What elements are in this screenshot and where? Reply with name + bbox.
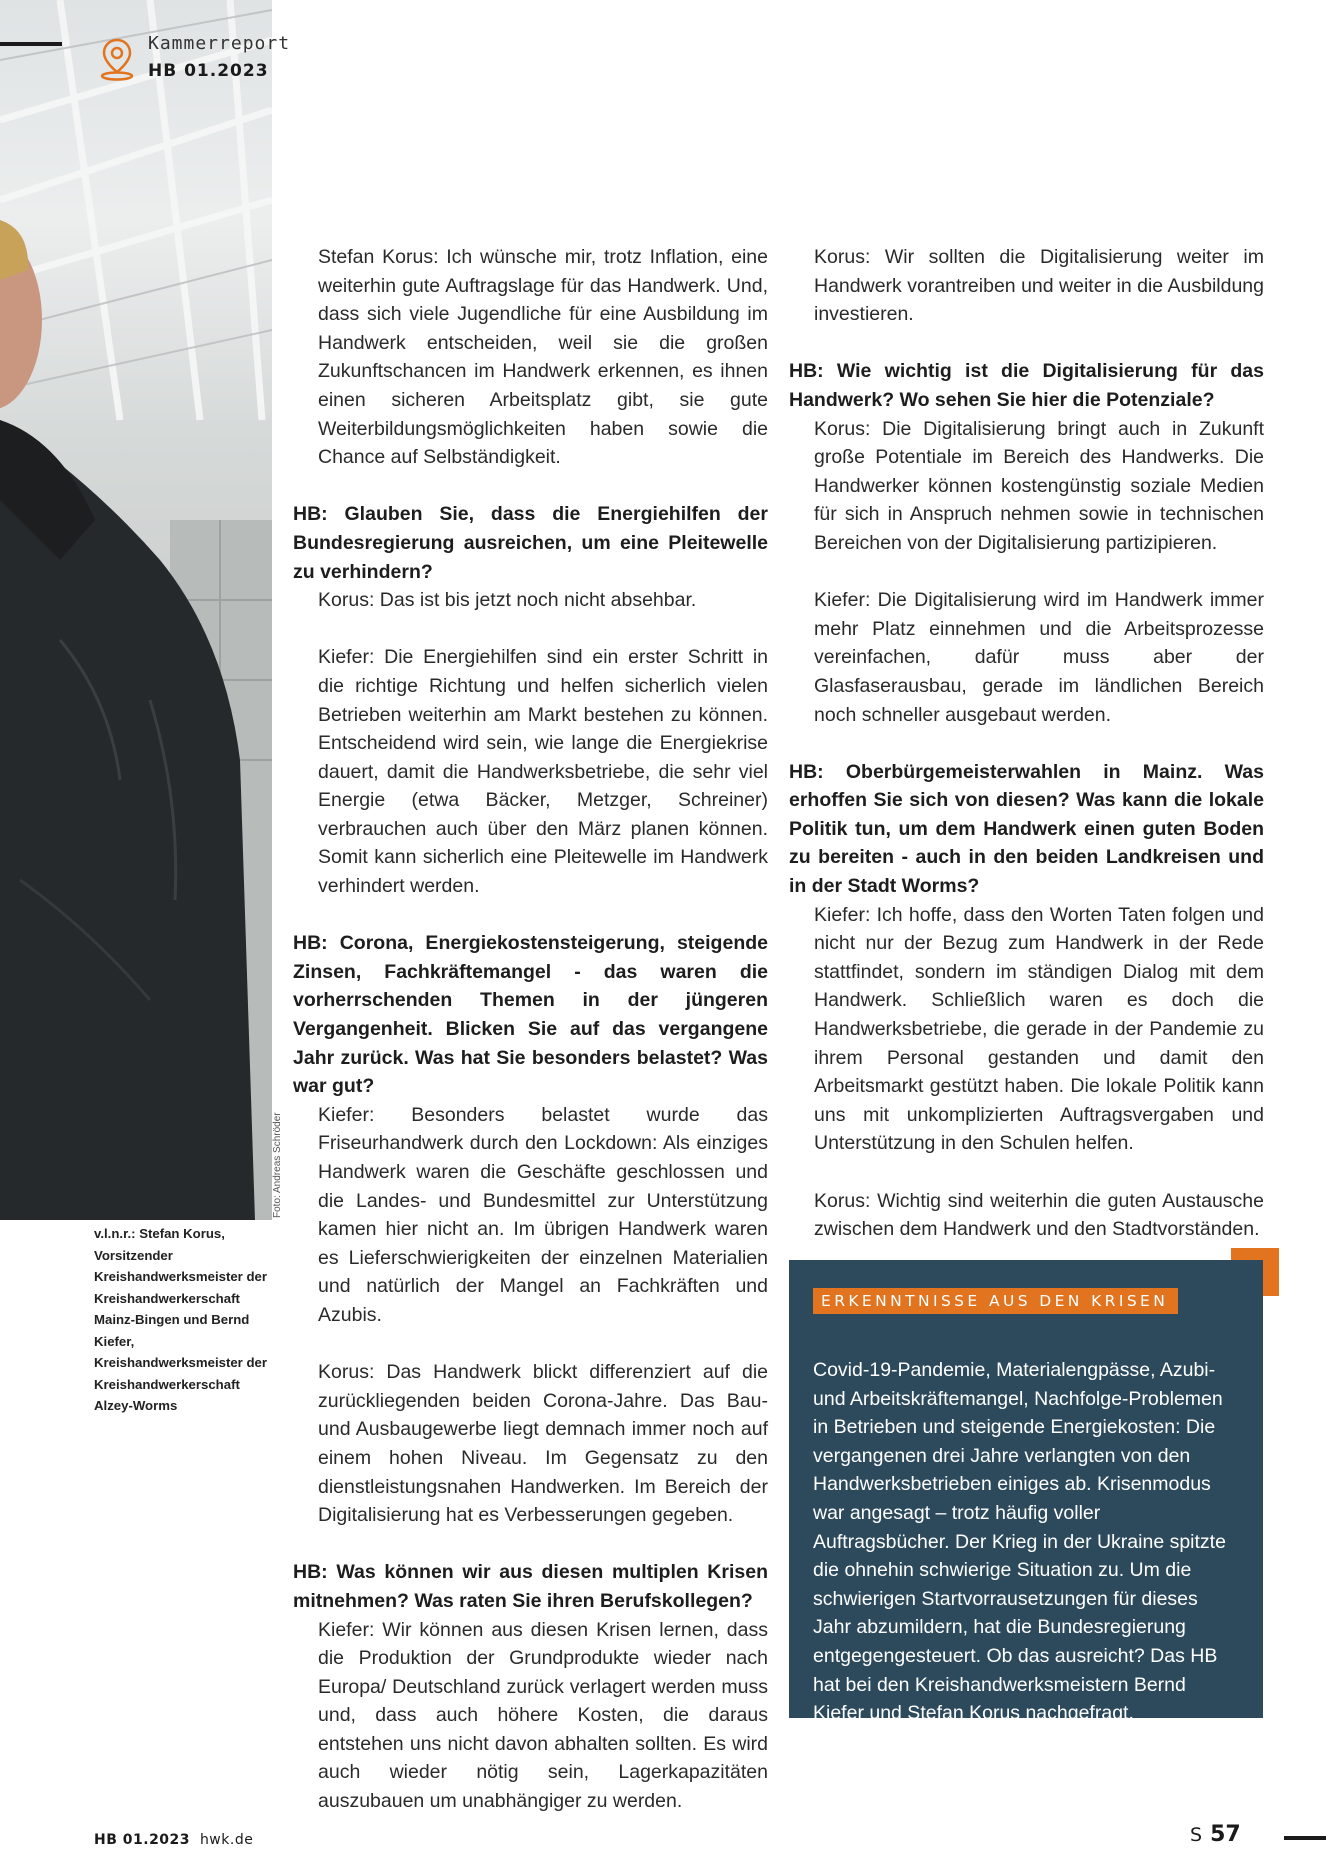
answer-paragraph: Korus: Wichtig sind weiterhin die guten Austausche zwischen dem Handwerk und den Stadtvorständen. [814, 1189, 1264, 1241]
footer-publication [94, 1832, 253, 1848]
photo-caption: v.l.n.r.: Stefan Korus, Vorsitzender Kreishandwerksmeister der Kreishandwerkerschaft Mainz-Bingen und Bernd Kiefer, Kreishandwerksmeister der Kreishandwerkerschaft Alzey-Worms [94, 1226, 267, 1413]
top-rule [0, 42, 62, 46]
question-heading: HB: Was können wir aus diesen multiplen Krisen mitnehmen? Was raten Sie ihren Berufskollegen? [293, 1561, 768, 1612]
answer-paragraph: Korus: Das ist bis jetzt noch nicht absehbar. [318, 589, 697, 612]
issue-label: HB 01.2023 [148, 61, 269, 81]
page-prefix: S [1190, 1824, 1203, 1846]
answer-paragraph: Kiefer: Die Digitalisierung wird im Handwerk immer mehr Platz einnehmen und die Arbeitsprozesse vereinfachen, dafür muss aber der Glasfaserausbau, gerade im ländlichen Bereich noch schneller ausgebaut werden. [814, 589, 1264, 726]
answer-paragraph: Kiefer: Die Energiehilfen sind ein erster Schritt in die richtige Richtung und helfen sicherlich vielen Betrieben weiterhin am Markt bestehen zu können. Entscheidend wird sein, wie lange die Energiekrise dauert, damit die Handwerksbetriebe, die sehr viel Energie (etwa Bäcker, Metzger, Schreiner) verbrauchen auch über den März planen können. Somit kann sicherlich eine Pleitewelle im Handwerk verhindert werden. [318, 646, 768, 898]
question-heading: HB: Corona, Energiekostensteigerung, steigende Zinsen, Fachkräftemangel - das waren die vorherrschenden Themen in der jüngeren Vergangenheit. Blicken Sie auf das vergangene Jahr zurück. Was hat Sie besonders belastet? Was war gut? [293, 932, 768, 1098]
answer-paragraph: Stefan Korus: Ich wünsche mir, trotz Inflation, eine weiterhin gute Auftragslage für das Handwerk. Und, dass sich viele Jugendliche für eine Ausbildung im Handwerk entscheiden, weil sie die großen Zukunftschancen im Handwerk erkennen, es ihnen einen sicheren Arbeitsplatz gibt, sie gute Weiterbildungsmöglichkeiten haben sowie die Chance auf Selbständigkeit. [318, 246, 768, 469]
interview-photo [0, 0, 272, 1220]
answer-paragraph: Kiefer: Wir können aus diesen Krisen lernen, dass die Produktion der Grundprodukte wieder nach Europa/ Deutschland zurück verlagert werden muss und, dass auch höhere Kosten, die daraus entstehen uns nicht davon abhalten sollten. Es wird auch wieder nötig sein, Lagerkapazitäten auszubauen um unabhängiger zu werden. [318, 1618, 768, 1813]
footer-site: hwk.de [199, 1832, 254, 1848]
answer-paragraph: Kiefer: Besonders belastet wurde das Friseurhandwerk durch den Lockdown: Als einziges Handwerk waren die Geschäfte geschlossen und die Landes- und Bundesmittel zur Unterstützung kamen hier nicht an. Im übrigen Handwerk waren es Lieferschwierigkeiten der einzelnen Materialien und natürlich der Mangel an Fachkräften und Azubis. [318, 1103, 768, 1326]
page-number [1190, 1822, 1241, 1847]
page-number-value: 57 [1210, 1822, 1241, 1847]
answer-paragraph: Korus: Das Handwerk blickt differenziert auf die zurückliegenden beiden Corona-Jahre. Das Bau- und Ausbaugewerbe liegt demnach immer noch auf einem hohen Niveau. Im Gegensatz zu den dienstleistungsnahen Handwerken. Im Bereich der Digitalisierung hat es Verbesserungen gegeben. [318, 1361, 768, 1527]
info-box-text: Covid-19-Pandemie, Materialengpässe, Azubi- und Arbeitskräftemangel, Nachfolge-Problemen in Betrieben und steigende Energiekosten: Die vergangenen drei Jahre verlangten von den Handwerksbetrieben einiges ab. Krisenmodus war angesagt – trotz häufig voller Auftragsbücher. Der Krieg in der Ukraine spitzte die ohnehin schwierige Situation zu. Um die schwierigen Startvorrausetzungen für dieses Jahr abzumildern, hat die Bundesregierung entgegengesteuert. Ob das ausreicht? Das HB hat bei den Kreishandwerksmeistern Bernd Kiefer und Stefan Korus nachgefragt. [813, 1359, 1226, 1725]
answer-paragraph: Kiefer: Ich hoffe, dass den Worten Taten folgen und nicht nur der Bezug zum Handwerk in der Rede stattfindet, sondern im ständigen Dialog mit dem Handwerk. Schließlich waren es doch die Handwerksbetriebe, die gerade in der Pandemie zu ihrem Personal gestanden und damit den Arbeitsmarkt gestützt haben. Die lokale Politik kann uns mit unkomplizierten Auftragsvergaben und Unterstützung in den Schulen helfen. [814, 903, 1264, 1155]
info-box-title: ERKENNTNISSE AUS DEN KRISEN [813, 1288, 1178, 1314]
section-label: Kammerreport [148, 33, 291, 54]
location-pin-icon [96, 36, 138, 82]
question-heading: HB: Glauben Sie, dass die Energiehilfen der Bundesregierung ausreichen, um eine Pleitewelle zu verhindern? [293, 503, 768, 583]
info-box [789, 1260, 1263, 1725]
question-heading: HB: Oberbürgemeisterwahlen in Mainz. Was erhoffen Sie sich von diesen? Was kann die lokale Politik tun, um dem Handwerk einen guten Boden zu bereiten - auch in den beiden Landkreisen und in der Stadt Worms? [789, 760, 1264, 898]
bottom-rule [1284, 1836, 1326, 1840]
footer-issue: HB 01.2023 [94, 1832, 191, 1848]
photo-credit: Foto: Andreas Schröder [272, 1112, 283, 1218]
article-column-left [293, 243, 768, 1816]
article-column-right [789, 243, 1264, 1244]
question-heading: HB: Wie wichtig ist die Digitalisierung für das Handwerk? Wo sehen Sie hier die Potenziale? [789, 360, 1264, 411]
answer-paragraph: Korus: Die Digitalisierung bringt auch in Zukunft große Potentiale im Bereich des Handwerks. Die Handwerker können kostengünstig soziale Medien für sich in Anspruch nehmen sowie in technischen Bereichen von der Digitalisierung partizipieren. [814, 417, 1264, 554]
answer-paragraph: Korus: Wir sollten die Digitalisierung weiter im Handwerk vorantreiben und weiter in die Ausbildung investieren. [814, 246, 1264, 326]
